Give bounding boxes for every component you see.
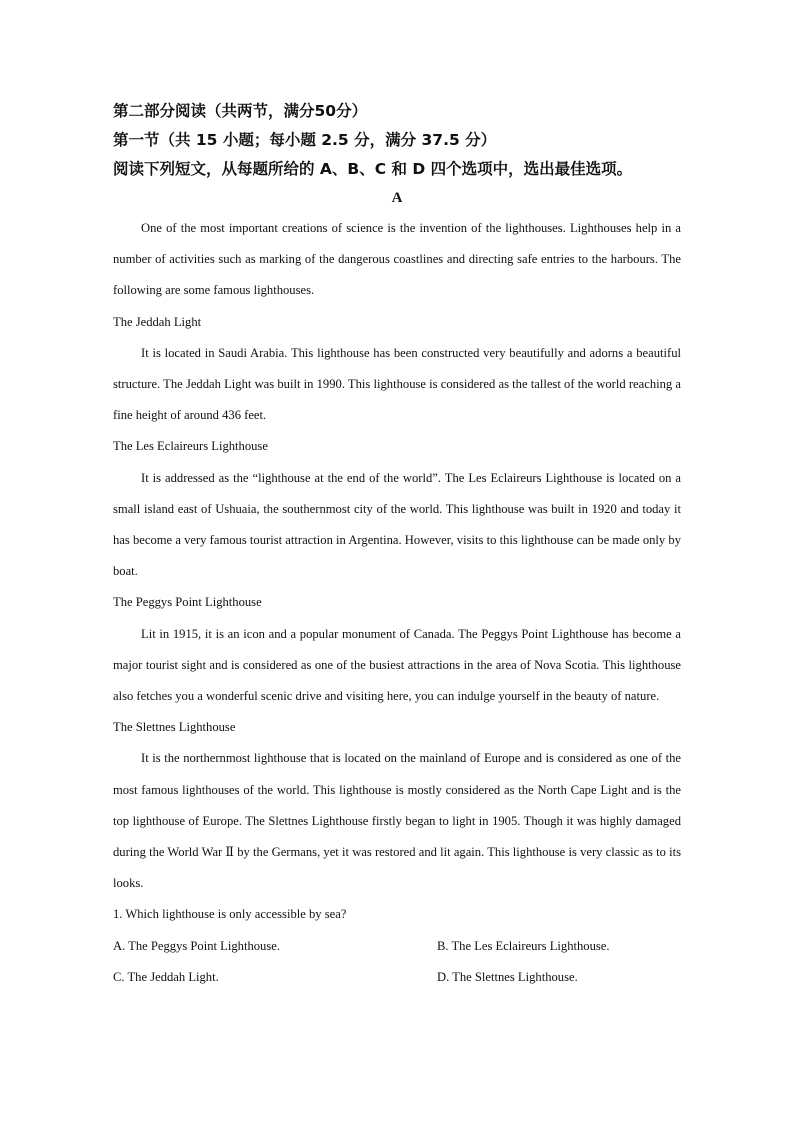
lighthouse-title-slettnes: The Slettnes Lighthouse — [113, 720, 236, 735]
lighthouse-text-les-eclaireurs: It is addressed as the “lighthouse at the end of the world”. The Les Eclaireurs Lighthouse is located on a small island east of Ushuaia, the southernmost city of the world. This lighthouse was built in 1920 and today it has become a very famous tourist attraction in Argentina. However, visits to this lighthouse can be made only by boat. — [113, 470, 681, 579]
lighthouse-title-les-eclaireurs: The Les Eclaireurs Lighthouse — [113, 439, 268, 454]
option-b: B. The Les Eclaireurs Lighthouse. — [437, 938, 610, 953]
instructions: 阅读下列短文，从每题所给的 A、B、C 和 D 四个选项中，选出最佳选项。 — [113, 160, 633, 178]
lighthouse-text-peggys-point: Lit in 1915, it is an icon and a popular monument of Canada. The Peggys Point Lighthouse has become a major tourist sight and is considered as one of the busiest attractions in the area of Nova Scotia. This lighthouse also fetches you a wonderful scenic drive and visiting here, you can indulge yourself in the beauty of nature. — [113, 626, 681, 704]
part-title: 第二部分阅读（共两节，满分50分） — [113, 102, 368, 120]
lighthouse-title-jeddah: The Jeddah Light — [113, 314, 202, 329]
option-d: D. The Slettnes Lighthouse. — [437, 969, 578, 984]
question-text: 1. Which lighthouse is only accessible by sea? — [113, 907, 347, 922]
lighthouse-title-peggys-point: The Peggys Point Lighthouse — [113, 595, 262, 610]
passage-letter: A — [391, 190, 403, 206]
option-a: A. The Peggys Point Lighthouse. — [113, 938, 280, 953]
lighthouse-text-jeddah: It is located in Saudi Arabia. This lighthouse has been constructed very beautifully and adorns a beautiful structure. The Jeddah Light was built in 1990. This lighthouse is considered as the tallest of the world reaching a fine height of around 436 feet. — [113, 345, 681, 423]
answer-options — [113, 931, 681, 993]
passage-body — [113, 213, 681, 993]
option-c: C. The Jeddah Light. — [113, 969, 219, 984]
section-title: 第一节（共 15 小题；每小题 2.5 分，满分 37.5 分） — [113, 131, 497, 149]
lighthouse-text-slettnes: It is the northernmost lighthouse that is located on the mainland of Europe and is considered as one of the most famous lighthouses of the world. This lighthouse is mostly considered as the North Cape Light and is the top lighthouse of Europe. The Slettnes Lighthouse firstly began to light in 1905. Though it was highly damaged during the World War Ⅱ by the Germans, yet it was restored and lit again. This lighthouse is very classic as to its looks. — [113, 751, 681, 891]
intro-paragraph: One of the most important creations of science is the invention of the lighthouses. Lighthouses help in a number of activities such as marking of the dangerous coastlines and directing safe entries to the harbours. The following are some famous lighthouses. — [113, 221, 681, 298]
